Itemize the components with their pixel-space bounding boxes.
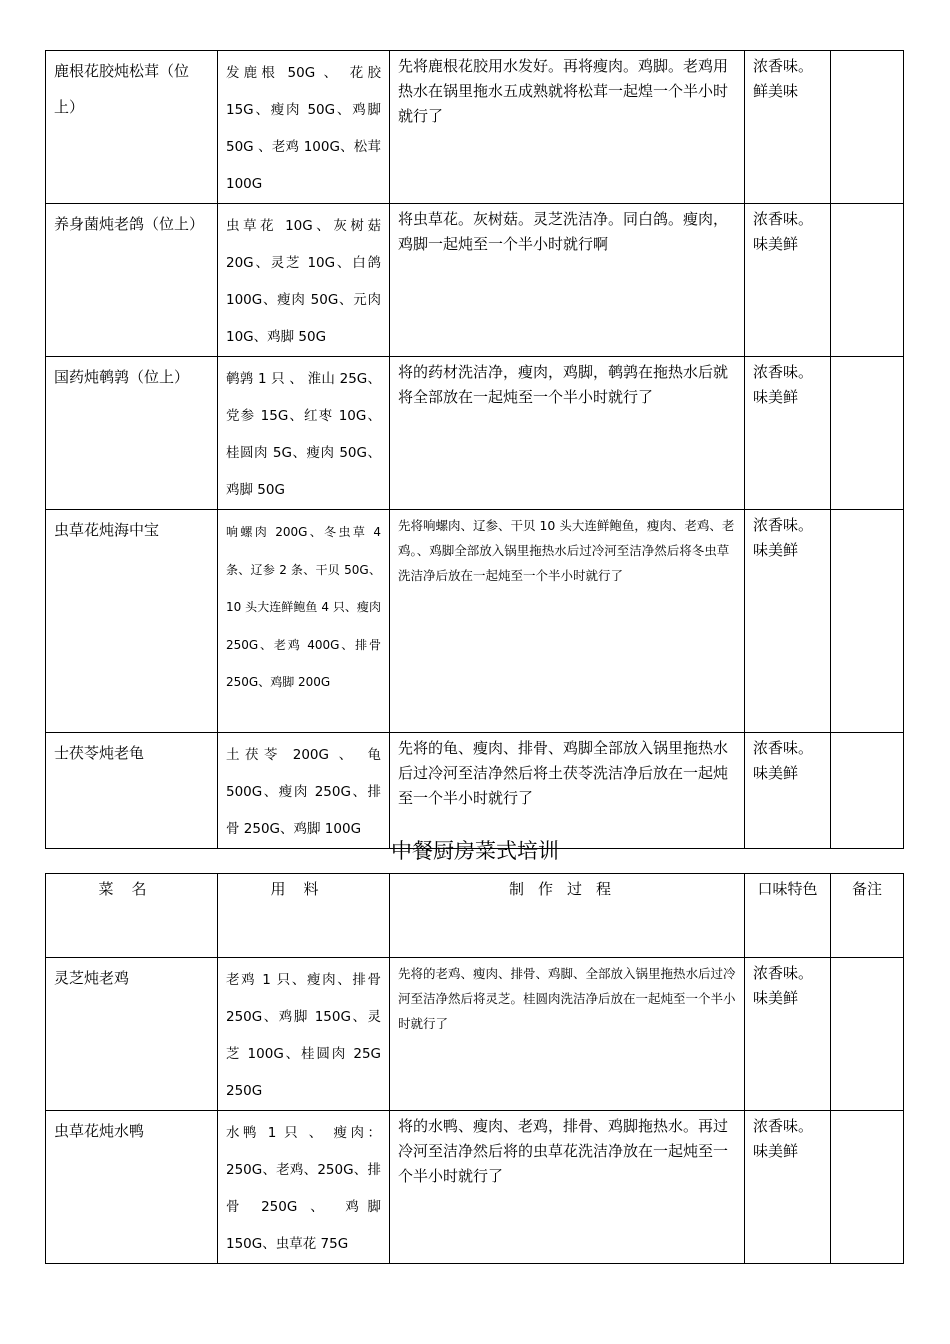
section-title: 中餐厨房菜式培训 [391,839,559,863]
ingredients: 虫草花 10G、灰树菇 20G、灵芝 10G、白鸽 100G、瘦肉 50G、元肉 10G、鸡脚 50G [218,204,390,357]
ingredients: 鹌鹑 1 只 、 淮山 25G、党参 15G、红枣 10G、桂圆肉 5G、瘦肉 50G、鸡脚 50G [218,357,390,510]
ingredients: 发鹿根 50G 、 花胶 15G、瘦肉 50G、鸡脚 50G 、老鸡 100G、松茸 100G [218,51,390,204]
note [831,1111,904,1264]
table-row [46,357,904,510]
process: 将的药材洗洁净，瘦肉，鸡脚，鹌鹑在拖热水后就将全部放在一起炖至一个半小时就行了 [390,357,745,510]
header-row [46,874,904,958]
process: 将虫草花。灰树菇。灵芝洗洁净。同白鸽。瘦肉，鸡脚一起炖至一个半小时就行啊 [390,204,745,357]
note [831,204,904,357]
table-row [46,51,904,204]
taste: 浓香味。味美鲜 [745,1111,831,1264]
header-process: 制作过程 [390,874,745,958]
taste: 浓香味。鲜美味 [745,51,831,204]
taste: 浓香味。味美鲜 [745,958,831,1111]
ingredients: 土茯苓 200G 、 龟 500G、瘦肉 250G、排骨 250G、鸡脚 100G [218,733,390,849]
taste: 浓香味。味美鲜 [745,733,831,849]
note [831,733,904,849]
note [831,357,904,510]
dish-name: 虫草花炖海中宝 [46,510,218,733]
taste: 浓香味。味美鲜 [745,357,831,510]
taste: 浓香味。味美鲜 [745,204,831,357]
recipe-table-continued [45,50,904,849]
note [831,51,904,204]
dish-name: 养身菌炖老鸽（位上） [46,204,218,357]
process: 先将鹿根花胶用水发好。再将瘦肉。鸡脚。老鸡用热水在锅里拖水五成熟就将松茸一起煌一个半小时就行了 [390,51,745,204]
note [831,958,904,1111]
table-row [46,510,904,733]
dish-name: 鹿根花胶炖松茸（位上） [46,51,218,204]
note [831,510,904,733]
header-note: 备注 [831,874,904,958]
table-row [46,204,904,357]
table-row [46,958,904,1111]
header-dish-name: 菜名 [46,874,218,958]
dish-name: 虫草花炖水鸭 [46,1111,218,1264]
dish-name: 国药炖鹌鹑（位上） [46,357,218,510]
ingredients: 老鸡 1 只、瘦肉、排骨 250G、鸡脚 150G、灵芝 100G、桂圆肉 25G 250G [218,958,390,1111]
header-taste: 口味特色 [745,874,831,958]
process: 先将的老鸡、瘦肉、排骨、鸡脚、全部放入锅里拖热水后过冷河至洁净然后将灵芝。桂圆肉洗洁净后放在一起炖至一个半小时就行了 [390,958,745,1111]
table-row [46,1111,904,1264]
header-ingredients: 用料 [218,874,390,958]
ingredients: 水鸭 1 只 、 瘦肉：250G、老鸡、250G、排骨 250G 、 鸡脚 150G、虫草花 75G [218,1111,390,1264]
table-row [46,733,904,849]
dish-name: 灵芝炖老鸡 [46,958,218,1111]
process: 先将响螺肉、辽参、干贝 10 头大连鲜鲍鱼，瘦肉、老鸡、老鸡。、鸡脚全部放入锅里拖热水后过冷河至洁净然后将冬虫草洗洁净后放在一起炖至一个半小时就行了 [390,510,745,733]
process: 先将的龟、瘦肉、排骨、鸡脚全部放入锅里拖热水后过冷河至洁净然后将土茯苓洗洁净后放在一起炖至一个半小时就行了 [390,733,745,849]
ingredients: 响螺肉 200G、冬虫草 4 条、辽参 2 条、干贝 50G、10 头大连鲜鲍鱼 4 只、瘦肉 250G、老鸡 400G、排骨 250G、鸡脚 200G [218,510,390,733]
taste: 浓香味。味美鲜 [745,510,831,733]
dish-name: 士茯苓炖老龟 [46,733,218,849]
process: 将的水鸭、瘦肉、老鸡，排骨、鸡脚拖热水。再过冷河至洁净然后将的虫草花洗洁净放在一起炖至一个半小时就行了 [390,1111,745,1264]
recipe-table [45,873,904,1264]
